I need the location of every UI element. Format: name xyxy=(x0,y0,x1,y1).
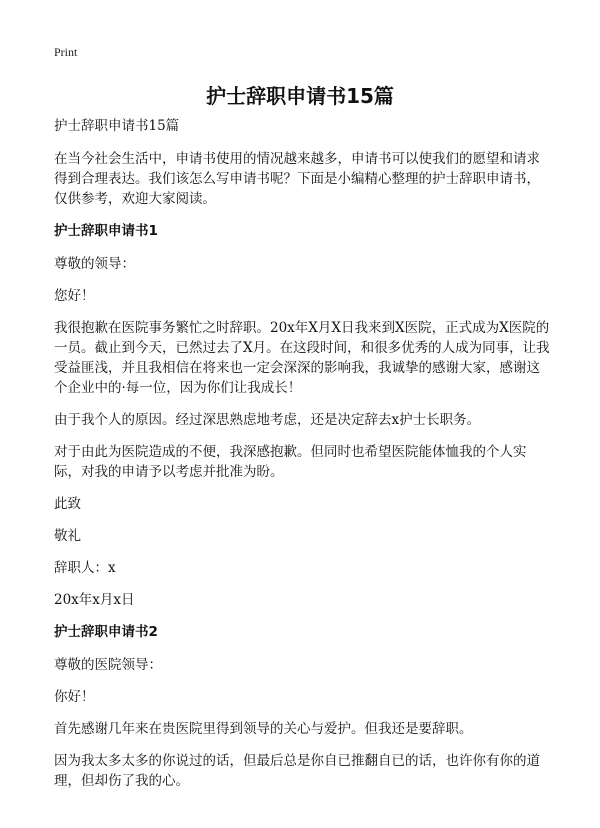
intro-paragraph: 在当今社会生活中，申请书使用的情况越来越多，申请书可以使我们的愿望和请求得到合理表达。我们该怎么写申请书呢？下面是小编精心整理的护士辞职申请书，仅供参考，欢迎大家阅读。 xyxy=(54,151,540,207)
letter1-signature: 辞职人：x xyxy=(54,560,116,576)
letter1-date: 20x年x月x日 xyxy=(54,592,135,608)
letter1-paragraph-1: 我很抱歉在医院事务繁忙之时辞职。20x年X月X日我来到X医院，正式成为X医院的一员。截止到今天，已然过去了X月。在这段时间，和很多优秀的人成为同事，让我受益匪浅，并且我相信在将来也一定会深深的影响我，我诚挚的感谢大家，感谢这个企业中的·每一位，因为你们让我成长！ xyxy=(54,320,550,396)
letter2-salutation: 尊敬的医院领导： xyxy=(54,657,162,673)
letter2-heading: 护士辞职申请书2 xyxy=(54,624,158,640)
document-subtitle: 护士辞职申请书15篇 xyxy=(54,118,180,134)
letter1-heading: 护士辞职申请书1 xyxy=(54,223,158,239)
letter1-paragraph-3: 对于由此为医院造成的不便，我深感抱歉。但同时也希望医院能体恤我的个人实际，对我的申请予以考虑并批准为盼。 xyxy=(54,444,527,480)
letter1-closing-2: 敬礼 xyxy=(54,528,81,544)
letter2-paragraph-1: 首先感谢几年来在贵医院里得到领导的关心与爱护。但我还是要辞职。 xyxy=(54,721,473,737)
letter1-paragraph-2: 由于我个人的原因。经过深思熟虑地考虑，还是决定辞去x护士长职务。 xyxy=(54,412,481,428)
page-title: 护士辞职申请书15篇 xyxy=(206,84,394,108)
letter1-greeting: 您好！ xyxy=(54,288,95,304)
letter1-closing-1: 此致 xyxy=(54,496,81,512)
letter1-salutation: 尊敬的领导： xyxy=(54,256,135,272)
document-body xyxy=(54,116,552,803)
letter2-greeting: 你好！ xyxy=(54,689,95,705)
letter2-paragraph-2: 因为我太多太多的你说过的话，但最后总是你自已推翻自已的话，也许你有你的道理，但却伤了我的心。 xyxy=(54,753,540,789)
print-link[interactable]: Print xyxy=(54,45,78,59)
